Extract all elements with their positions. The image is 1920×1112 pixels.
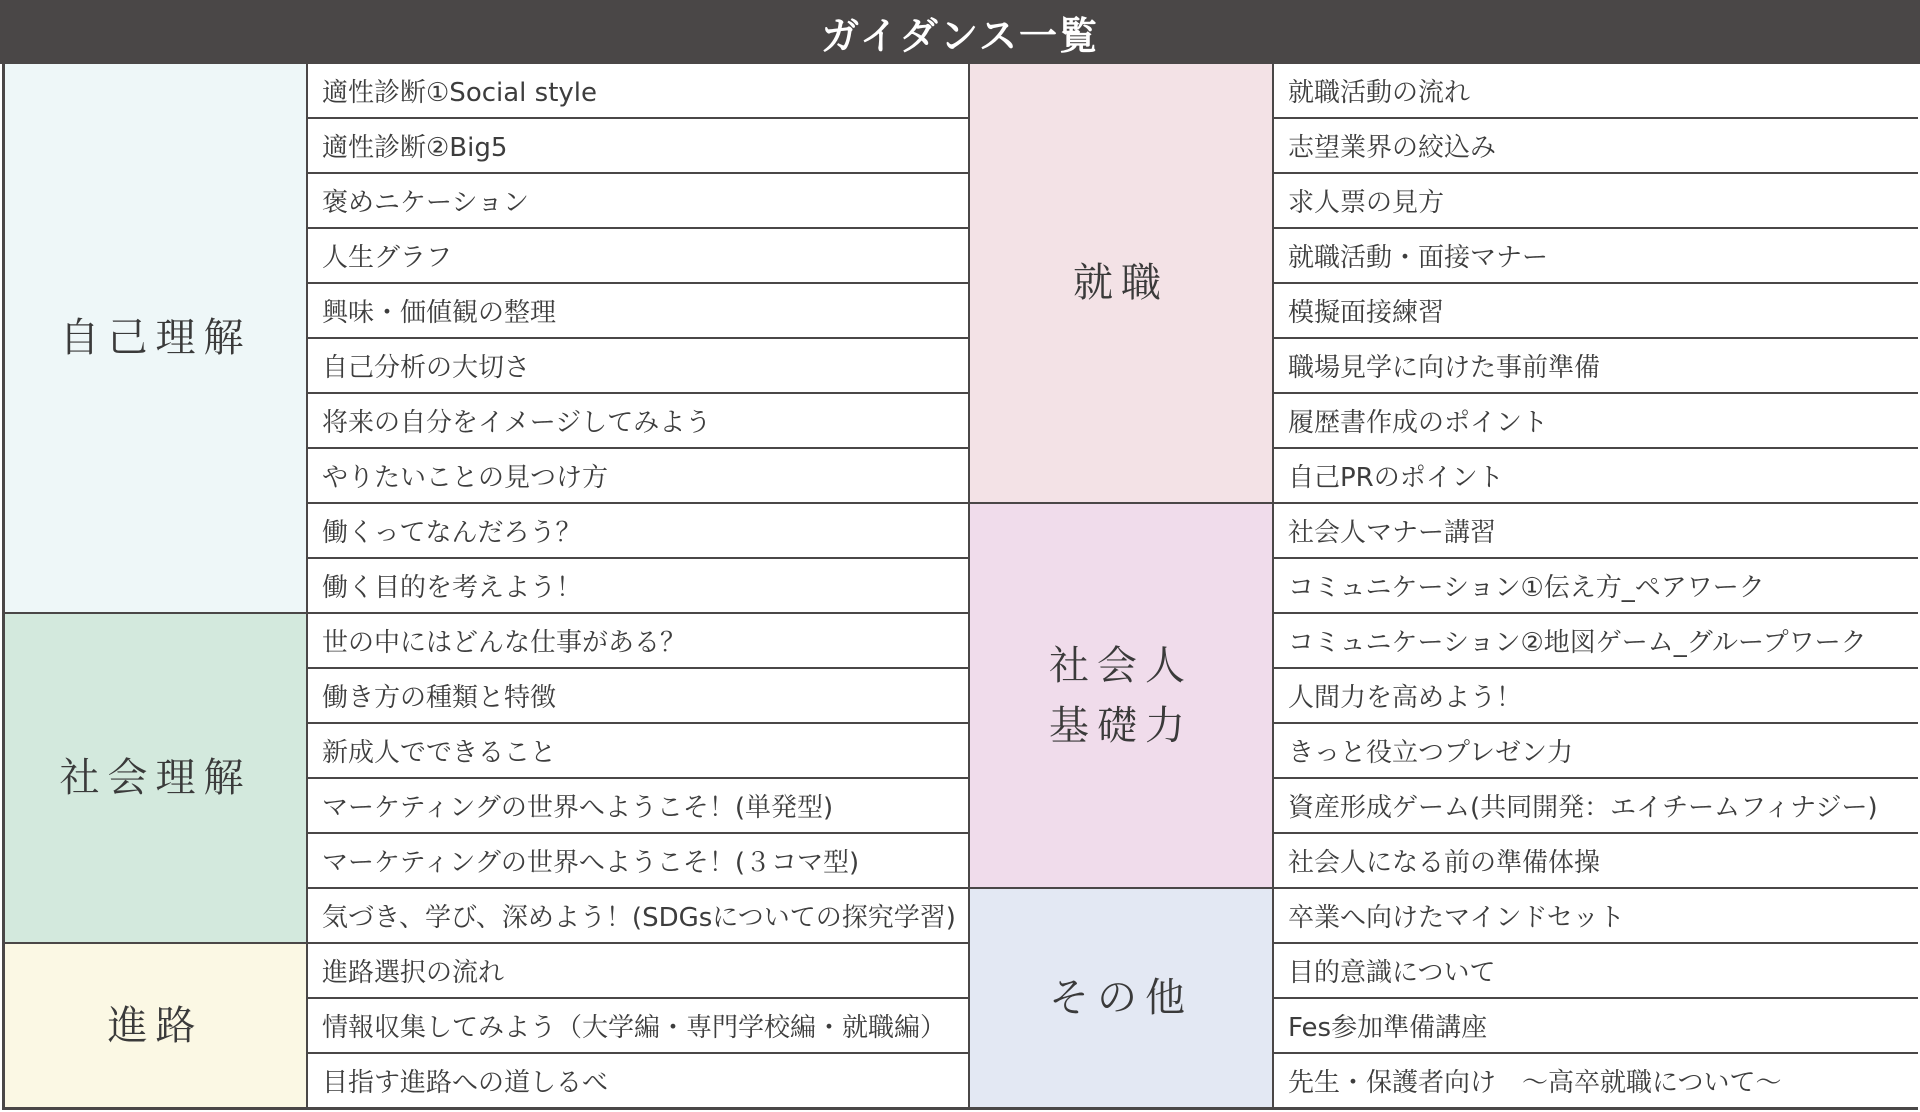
category-working-basics: 社会人 基礎力	[970, 504, 1272, 887]
right-guidance-item: 就職活動・面接マナー	[1274, 229, 1920, 282]
left-guidance-item: やりたいことの見つけ方	[308, 449, 968, 502]
left-guidance-item: 適性診断②Big5	[308, 119, 968, 172]
left-guidance-item: 働くってなんだろう？	[308, 504, 968, 557]
right-guidance-item: Fes参加準備講座	[1274, 999, 1920, 1052]
left-guidance-item: 気づき、学び、深めよう！(SDGsについての探究学習)	[308, 889, 968, 942]
right-guidance-item: 資産形成ゲーム(共同開発：エイチームフィナジー)	[1274, 779, 1920, 832]
left-guidance-item: 興味・価値観の整理	[308, 284, 968, 337]
left-guidance-item: 新成人でできること	[308, 724, 968, 777]
category-career-path: 進路	[5, 944, 306, 1107]
left-guidance-item: 自己分析の大切さ	[308, 339, 968, 392]
left-guidance-item: 働き方の種類と特徴	[308, 669, 968, 722]
right-guidance-item: 先生・保護者向け ～高卒就職について～	[1274, 1054, 1920, 1107]
right-guidance-item: 社会人になる前の準備体操	[1274, 834, 1920, 887]
left-guidance-item: 情報収集してみよう（大学編・専門学校編・就職編）	[308, 999, 968, 1052]
category-self-understanding: 自己理解	[5, 64, 306, 612]
page-title: ガイダンス一覧	[0, 0, 1920, 64]
category-other: その他	[970, 889, 1272, 1107]
right-guidance-item: 履歴書作成のポイント	[1274, 394, 1920, 447]
right-guidance-item: 就職活動の流れ	[1274, 64, 1920, 117]
right-guidance-item: 志望業界の絞込み	[1274, 119, 1920, 172]
right-guidance-item: 求人票の見方	[1274, 174, 1920, 227]
right-guidance-item: 模擬面接練習	[1274, 284, 1920, 337]
right-guidance-item: 卒業へ向けたマインドセット	[1274, 889, 1920, 942]
guidance-table	[2, 64, 1918, 1110]
left-guidance-item: 人生グラフ	[308, 229, 968, 282]
right-guidance-item: 自己PRのポイント	[1274, 449, 1920, 502]
right-guidance-item: 職場見学に向けた事前準備	[1274, 339, 1920, 392]
left-guidance-item: 褒めニケーション	[308, 174, 968, 227]
left-guidance-item: マーケティングの世界へようこそ！(３コマ型)	[308, 834, 968, 887]
left-guidance-item: 将来の自分をイメージしてみよう	[308, 394, 968, 447]
right-guidance-item: 社会人マナー講習	[1274, 504, 1920, 557]
left-guidance-item: 進路選択の流れ	[308, 944, 968, 997]
right-guidance-item: きっと役立つプレゼン力	[1274, 724, 1920, 777]
left-guidance-item: マーケティングの世界へようこそ！(単発型)	[308, 779, 968, 832]
right-guidance-item: コミュニケーション②地図ゲーム_グループワーク	[1274, 614, 1920, 667]
left-guidance-item: 目指す進路への道しるべ	[308, 1054, 968, 1107]
left-guidance-item: 働く目的を考えよう！	[308, 559, 968, 612]
right-guidance-item: 人間力を高めよう！	[1274, 669, 1920, 722]
left-guidance-item: 適性診断①Social style	[308, 64, 968, 117]
category-employment: 就職	[970, 64, 1272, 502]
right-guidance-item: コミュニケーション①伝え方_ペアワーク	[1274, 559, 1920, 612]
category-social-understanding: 社会理解	[5, 614, 306, 942]
right-guidance-item: 目的意識について	[1274, 944, 1920, 997]
left-guidance-item: 世の中にはどんな仕事がある？	[308, 614, 968, 667]
